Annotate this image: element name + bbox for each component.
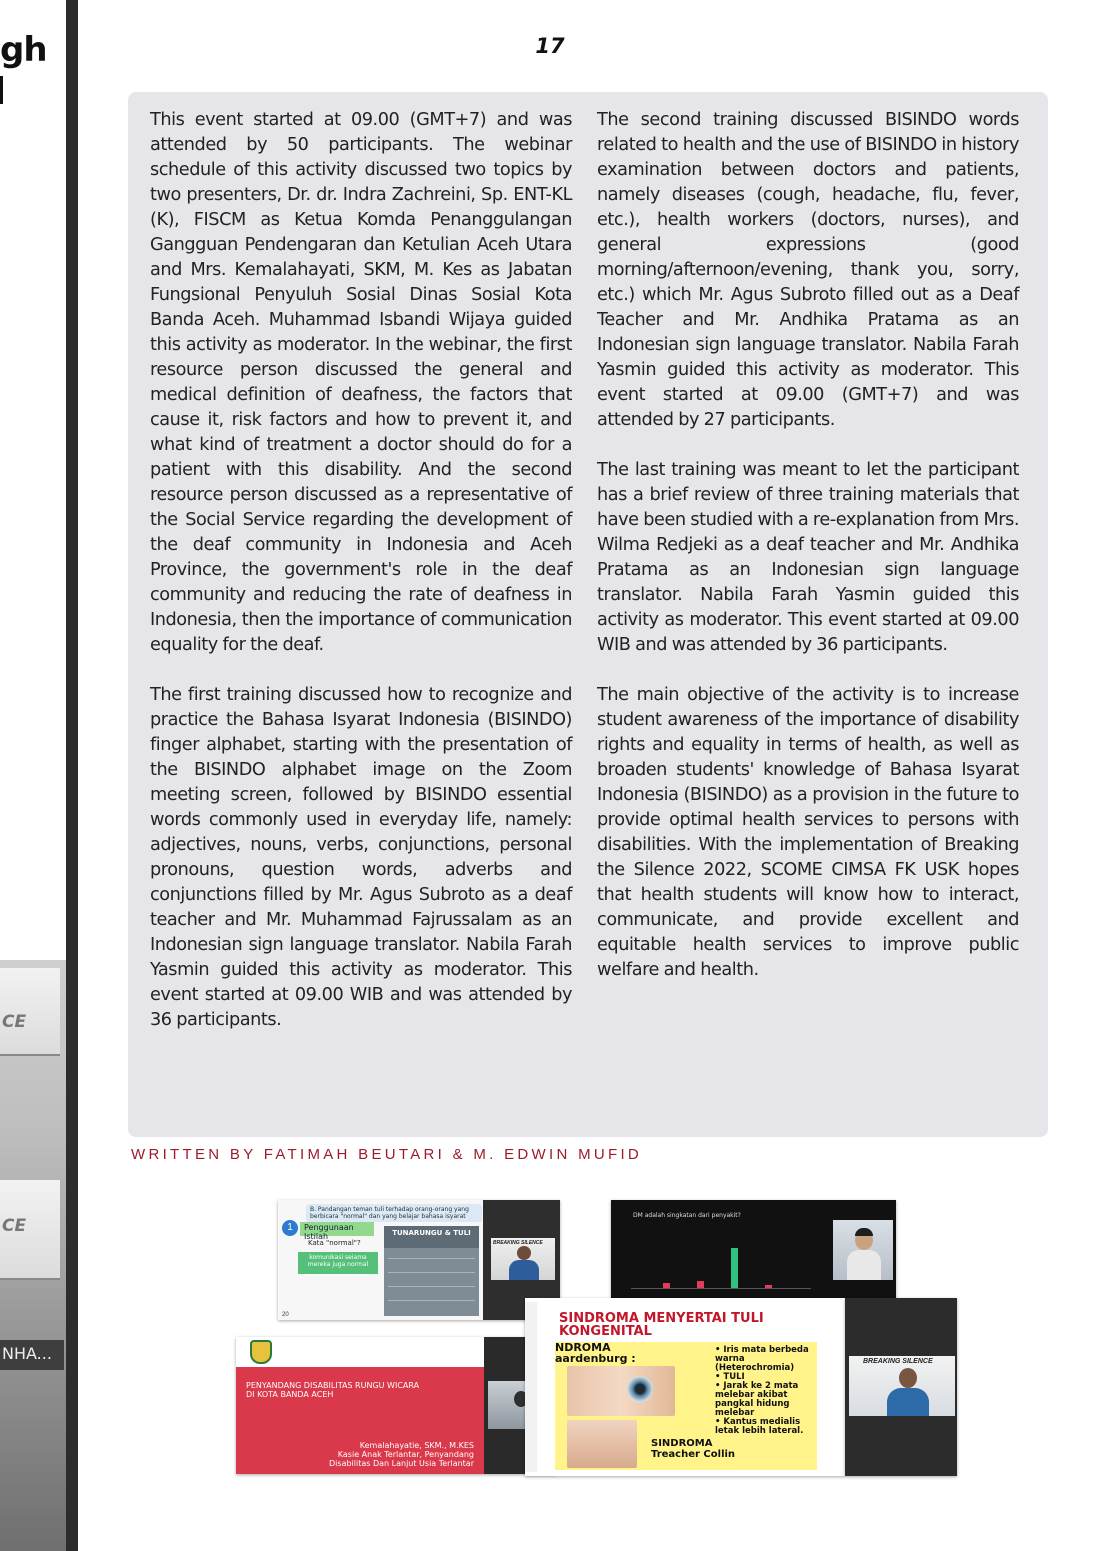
step-number-badge: 1 (282, 1220, 298, 1236)
brand-text: BREAKING SILENCE (493, 1240, 543, 1246)
slide-number: 20 (282, 1312, 289, 1318)
screenshot-slide-banda-aceh (236, 1337, 556, 1474)
slide-question: Kata "normal"? (308, 1239, 361, 1247)
article-box (128, 92, 1048, 1137)
slide-title: SINDROMA MENYERTAI TULI KONGENITAL (559, 1311, 764, 1339)
presenter-credit (306, 1441, 474, 1468)
brand-text: BREAKING SILENCE (863, 1358, 933, 1365)
slide-tag: Penggunaan Istilah (300, 1222, 374, 1236)
person-icon (509, 1260, 539, 1280)
presenter-name: Kemalahayatie, SKM., M.KES (359, 1441, 474, 1450)
page-number: 17 (535, 34, 565, 58)
page-spine (66, 0, 78, 1551)
person-head-icon (517, 1246, 531, 1260)
quiz-question: DM adalah singkatan dari penyakit? (633, 1212, 741, 1219)
presenter-role: Kasie Anak Terlantar, Penyandang (337, 1450, 474, 1459)
quiz-bar (663, 1283, 670, 1288)
previous-page-rule (0, 76, 3, 104)
face-photo (567, 1366, 675, 1416)
participant-video (491, 1238, 555, 1280)
screenshot-quiz-poll (611, 1200, 896, 1300)
article-column-left (150, 108, 572, 1058)
quiz-bar (697, 1281, 704, 1288)
child-photo (567, 1420, 637, 1468)
person-icon (887, 1388, 929, 1416)
previous-page-title-fragment: gh (0, 30, 47, 70)
syndrome-label: NDROMA aardenburg : (555, 1341, 636, 1365)
slide-table (384, 1226, 479, 1316)
slide-background (236, 1337, 484, 1474)
quiz-bar-chart (631, 1234, 811, 1294)
syndrome-subtitle: SINDROMA Treacher Collin (651, 1438, 736, 1460)
article-column-right (597, 108, 1019, 1008)
quiz-bar (731, 1248, 738, 1288)
paragraph: The last training was meant to let the participant has a brief review of three training materials that have been studied with a re-explanation from Mrs. Wilma Redjeki as a deaf teacher and Mr. Andhika Pratama as an Indonesian sign language translator. Nabila Farah Yasmin guided this activity as moderator. This event started at 09.00 WIB and was attended by 36 participants. (597, 460, 1020, 655)
participant-video (833, 1220, 893, 1280)
symptom-list: • Iris mata berbeda warna (Heterochromia) • TULI • Jarak ke 2 mata melebar akibat pangkal hidung melebar • Kantus medialis letak lebih lateral. (715, 1345, 809, 1436)
paragraph: The first training discussed how to recognize and practice the Bahasa Isyarat Indonesia (BISINDO) finger alphabet, starting with the presentation of the BISINDO alphabet image on the Zoom meeting screen, followed by BISINDO essential words commonly used in everyday life, namely: adjectives, nouns, verbs, conjunctions, personal pronouns, question words, adverbs and conjunctions filled by Mr. Agus Subroto as a deaf teacher and Mr. Muhammad Fajrussalam as an Indonesian sign language translator. Nabila Farah Yasmin guided this activity as moderator. This event started at 09.00 WIB and was attended by 36 participants. (150, 685, 572, 1030)
previous-page-edge (0, 0, 66, 1551)
paragraph: The main objective of the activity is to increase student awareness of the importance of disability rights and equality in terms of health, as well as broaden students' knowledge of Bahasa Isyarat Indonesia (BISINDO) as a provision in the future to provide optimal health services to persons with disabilities. With the implementation of Breaking the Silence 2022, SCOME CIMSA FK USK hopes that health students will know how to interact, communicate, and provide excellent and equitable health services to improve public welfare and health. (597, 685, 1019, 980)
slide-note: komunikasi seiama mereka juga normal (298, 1252, 378, 1274)
paragraph: The second training discussed BISINDO words related to health and the use of BISINDO in history examination between doctors and patients, namely diseases (cough, headache, flu, fever, etc.), health workers (doctors, nurses), and general expressions (good morning/afternoon/evening, thank you, sorry, etc.) which Mr. Agus Subroto filled out as a Deaf Teacher and Mr. Andhika Pratama as an Indonesian sign language translator. Nabila Farah Yasmin guided this activity as moderator. This event started at 09.00 (GMT+7) and was attended by 27 participants. (597, 110, 1019, 430)
slide-content (278, 1200, 483, 1320)
slide-table-head: TUNARUNGU & TULI (384, 1226, 479, 1248)
previous-page-tile-text: CE (2, 1216, 27, 1236)
participant-video (849, 1356, 955, 1416)
byline: WRITTEN BY FATIMAH BEUTARI & M. EDWIN MUFID (131, 1146, 643, 1163)
quiz-bar (765, 1285, 772, 1288)
presenter-role: Disabilitas Dan Lanjut Usia Terlantar (329, 1459, 474, 1468)
previous-page-name-fragment: NHA... (0, 1340, 64, 1370)
previous-page-tile (0, 1180, 60, 1280)
screenshot-slide-tunarungu (278, 1200, 560, 1320)
emblem-icon (250, 1340, 272, 1364)
slide-panel (555, 1342, 817, 1470)
person-head-icon (899, 1368, 917, 1388)
slide-header: B. Pandangan teman tuli terhadap orang-orang yang berbicara "normal" dan yang belajar bahasa isyarat (306, 1204, 482, 1222)
paragraph: This event started at 09.00 (GMT+7) and was attended by 50 participants. The webinar schedule of this activity discussed two topics by two presenters, Dr. dr. Indra Zachreini, Sp. ENT-KL (K), FISCM as Ketua Komda Penanggulangan Gangguan Pendengaran dan Ketulian Aceh Utara and Mrs. Kemalahayati, SKM, M. Kes as Jabatan Fungsional Penyuluh Sosial Dinas Sosial Kota Banda Aceh. Muhammad Isbandi Wijaya guided this activity as moderator. In the webinar, the first resource person discussed the general and medical definition of deafness, the factors that cause it, risk factors and how to prevent it, and what kind of treatment a doctor should do for a patient with this disability. And the second resource person discussed as a representative of the Social Service regarding the development of the deaf community in Indonesia and Aceh Province, the government's role in the deaf community and reducing the rate of deafness in Indonesia, then the importance of communication equality for the deaf. (150, 110, 572, 655)
previous-page-tile (0, 968, 60, 1056)
slide-title: PENYANDANG DISABILITAS RUNGU WICARA DI KOTA BANDA ACEH (246, 1381, 420, 1399)
eye-icon (627, 1376, 653, 1402)
screenshot-speaker-video (845, 1298, 957, 1476)
screenshot-slide-sindroma (525, 1298, 845, 1476)
previous-page-tile-text: CE (2, 1012, 27, 1032)
